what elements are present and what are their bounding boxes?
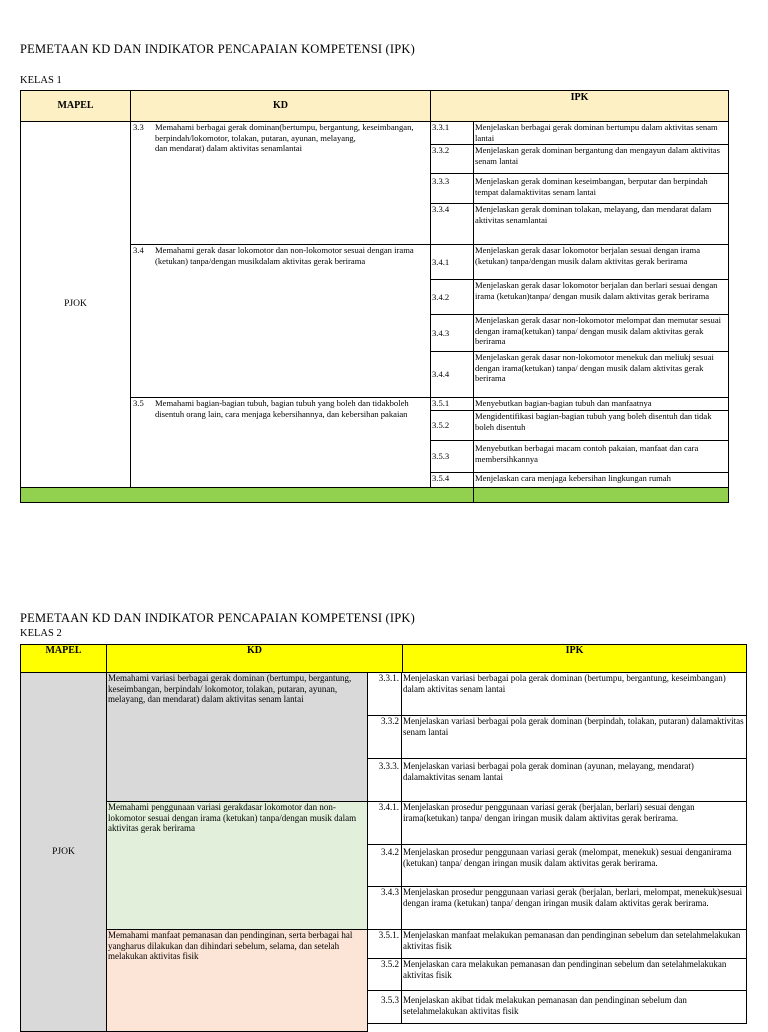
ipk-number: 3.5.3 <box>430 440 474 473</box>
ipk-text: Menjelaskan gerak dominan bergantung dan mengayun dalam aktivitas senam lantai <box>473 144 729 174</box>
kd-number: 3.5 <box>133 398 144 408</box>
ipk-number: 3.4.1. <box>367 801 402 845</box>
ipk-number: 3.3.3 <box>430 173 474 204</box>
ipk-number: 3.3.2 <box>367 715 402 759</box>
ipk-number: 3.4.3 <box>367 886 402 930</box>
ipk-number: 3.4.3 <box>430 314 474 352</box>
ipk-number: 3.5.2 <box>430 410 474 441</box>
ipk-text: Menjelaskan variasi berbagai pola gerak dominan (bertumpu, bergantung, keseimbangan) dalam aktivitas senam lantai <box>401 672 747 716</box>
section1-kelas: KELAS 1 <box>20 75 62 86</box>
ipk-text: Menjelaskan prosedur penggunaan variasi gerak (melompat, menekuk) sesuai denganirama (ketukan) tanpa/ dengan iringan musik dalam aktivitas gerak berirama. <box>401 844 747 887</box>
ipk-text: Menjelaskan variasi berbagai pola gerak dominan (berpindah, tolakan, putaran) dalamaktivitas senam lantai <box>401 715 747 759</box>
mapel-label: PJOK <box>52 846 75 857</box>
ipk-text: Menjelaskan berbagai gerak dominan bertumpu dalam aktivitas senam lantai <box>473 121 729 145</box>
ipk-number: 3.4.4 <box>430 351 474 398</box>
ipk-text: Menjelaskan gerak dasar lokomotor berjalan dan berlari sesuai dengan irama (ketukan)tanpa/ dengan musik dalam aktivitas gerak berirama <box>473 279 729 315</box>
kd-cell <box>130 397 431 488</box>
ipk-text: Menyebutkan berbagai macam contoh pakaian, manfaat dan cara membersihkannya <box>473 440 729 473</box>
kd-cell: Memahami variasi berbagai gerak dominan (bertumpu, bergantung, keseimbangan, berpindah/ lokomotor, tolakan, putaran, ayunan, melayang, dan mendarat) dalam aktivitas senam lantai <box>106 672 368 802</box>
kd-cell: Memahami penggunaan variasi gerakdasar lokomotor dan non-lokomotor sesuai dengan irama (ketukan) tanpa/dengan musik dalam aktivitas gerak berirama <box>106 801 368 930</box>
kd-text: Memahami berbagai gerak dominan(bertumpu, bergantung, keseimbangan, berpindah/lokomotor, tolakan, putaran, ayunan, melayang, dan mendarat) dalam aktivitas senamlantai <box>155 122 414 154</box>
ipk-number: 3.5.2 <box>367 958 402 991</box>
ipk-text: Menyebutkan bagian-bagian tubuh dan manfaatnya <box>473 397 729 411</box>
ipk-number: 3.3.1. <box>367 672 402 716</box>
ipk-text: Menjelaskan gerak dasar non-lokomotor menekuk dan meliukj sesuai dengan irama(ketukan) tanpa/ dengan musik dalam aktivitas gerak berirama <box>473 351 729 398</box>
ipk-text: Menjelaskan prosedur penggunaan variasi gerak (berjalan, berlari) sesuai dengan irama(ketukan) tanpa/ dengan iringan musik dalam aktivitas gerak berirama. <box>401 801 747 845</box>
ipk-number: 3.3.2 <box>430 144 474 174</box>
section2-kelas: KELAS 2 <box>20 628 62 639</box>
ipk-text: Menjelaskan gerak dasar lokomotor berjalan sesuai dengan irama (ketukan) tanpa/dengan musik dalam aktivitas gerak berirama <box>473 244 729 280</box>
ipk-text: Menjelaskan gerak dominan keseimbangan, berputar dan berpindah tempat dalamaktivitas senam lantai <box>473 173 729 204</box>
kd-number: 3.3 <box>133 122 144 132</box>
ipk-number: 3.3.1 <box>430 121 474 145</box>
kd-cell: Memahami manfaat pemanasan dan pendinginan, serta berbagai hal yangharus dilakukan dan dihindari sebelum, selama, dan setelah melakukan aktivitas fisik <box>106 929 368 1032</box>
ipk-number: 3.5.3 <box>367 990 402 1024</box>
ipk-number: 3.3.4 <box>430 203 474 245</box>
ipk-text: Menjelaskan cara menjaga kebersihan lingkungan rumah <box>473 472 729 488</box>
ipk-number: 3.4.2 <box>367 844 402 887</box>
kd-number: 3.4 <box>133 245 144 255</box>
header-kd: KD <box>106 644 403 673</box>
footer-row <box>473 487 729 503</box>
header-ipk: IPK <box>430 90 729 122</box>
ipk-text: Mengidentifikasi bagian-bagian tubuh yang boleh disentuh dan tidak boleh disentuh <box>473 410 729 441</box>
ipk-number: 3.5.1. <box>367 929 402 959</box>
ipk-text: Menjelaskan gerak dasar non-lokomotor melompat dan memutar sesuai dengan irama(ketukan) tanpa/ dengan musik dalam aktivitas gerak berirama <box>473 314 729 352</box>
ipk-text: Menjelaskan manfaat melakukan pemanasan dan pendinginan sebelum dan setelahmelakukan aktivitas fisik <box>401 929 747 959</box>
section2-title: PEMETAAN KD DAN INDIKATOR PENCAPAIAN KOMPETENSI (IPK) <box>20 611 416 625</box>
ipk-number: 3.3.3. <box>367 758 402 802</box>
mapel-cell <box>20 121 131 488</box>
header-mapel: MAPEL <box>20 90 131 122</box>
mapel-label: PJOK <box>64 299 87 310</box>
header-mapel: MAPEL <box>20 644 107 673</box>
header-ipk: IPK <box>402 644 747 673</box>
ipk-number: 3.5.4 <box>430 472 474 488</box>
kd-cell <box>130 121 431 245</box>
ipk-number: 3.4.1 <box>430 244 474 280</box>
footer-row <box>20 487 474 503</box>
ipk-text: Menjelaskan prosedur penggunaan variasi gerak (berjalan, berlari, melompat, menekuk)sesuai dengan irama (ketukan) tanpa/ dengan iringan musik dalam aktivitas gerak berirama. <box>401 886 747 930</box>
section1-title: PEMETAAN KD DAN INDIKATOR PENCAPAIAN KOMPETENSI (IPK) <box>20 42 416 56</box>
ipk-text: Menjelaskan akibat tidak melakukan pemanasan dan pendinginan sebelum dan setelahmelakukan aktivitas fisik <box>401 990 747 1024</box>
kd-cell <box>130 244 431 398</box>
header-kd: KD <box>130 90 431 122</box>
kd-text: Memahami gerak dasar lokomotor dan non-lokomotor sesuai dengan irama (ketukan) tanpa/dengan musikdalam aktivitas gerak berirama <box>155 245 414 266</box>
kd-text: Memahami bagian-bagian tubuh, bagian tubuh yang boleh dan tidakboleh disentuh orang lain, cara menjaga kebersihannya, dan kebersihan pakaian <box>155 398 409 419</box>
ipk-text: Menjelaskan variasi berbagai pola gerak dominan (ayunan, melayang, mendarat) dalamaktivitas senam lantai <box>401 758 747 802</box>
mapel-cell <box>20 672 107 1032</box>
ipk-number: 3.5.1 <box>430 397 474 411</box>
ipk-number: 3.4.2 <box>430 279 474 315</box>
ipk-text: Menjelaskan gerak dominan tolakan, melayang, dan mendarat dalam aktivitas senamlantai <box>473 203 729 245</box>
ipk-text: Menjelaskan cara melakukan pemanasan dan pendinginan sebelum dan setelahmelakukan aktivitas fisik <box>401 958 747 991</box>
